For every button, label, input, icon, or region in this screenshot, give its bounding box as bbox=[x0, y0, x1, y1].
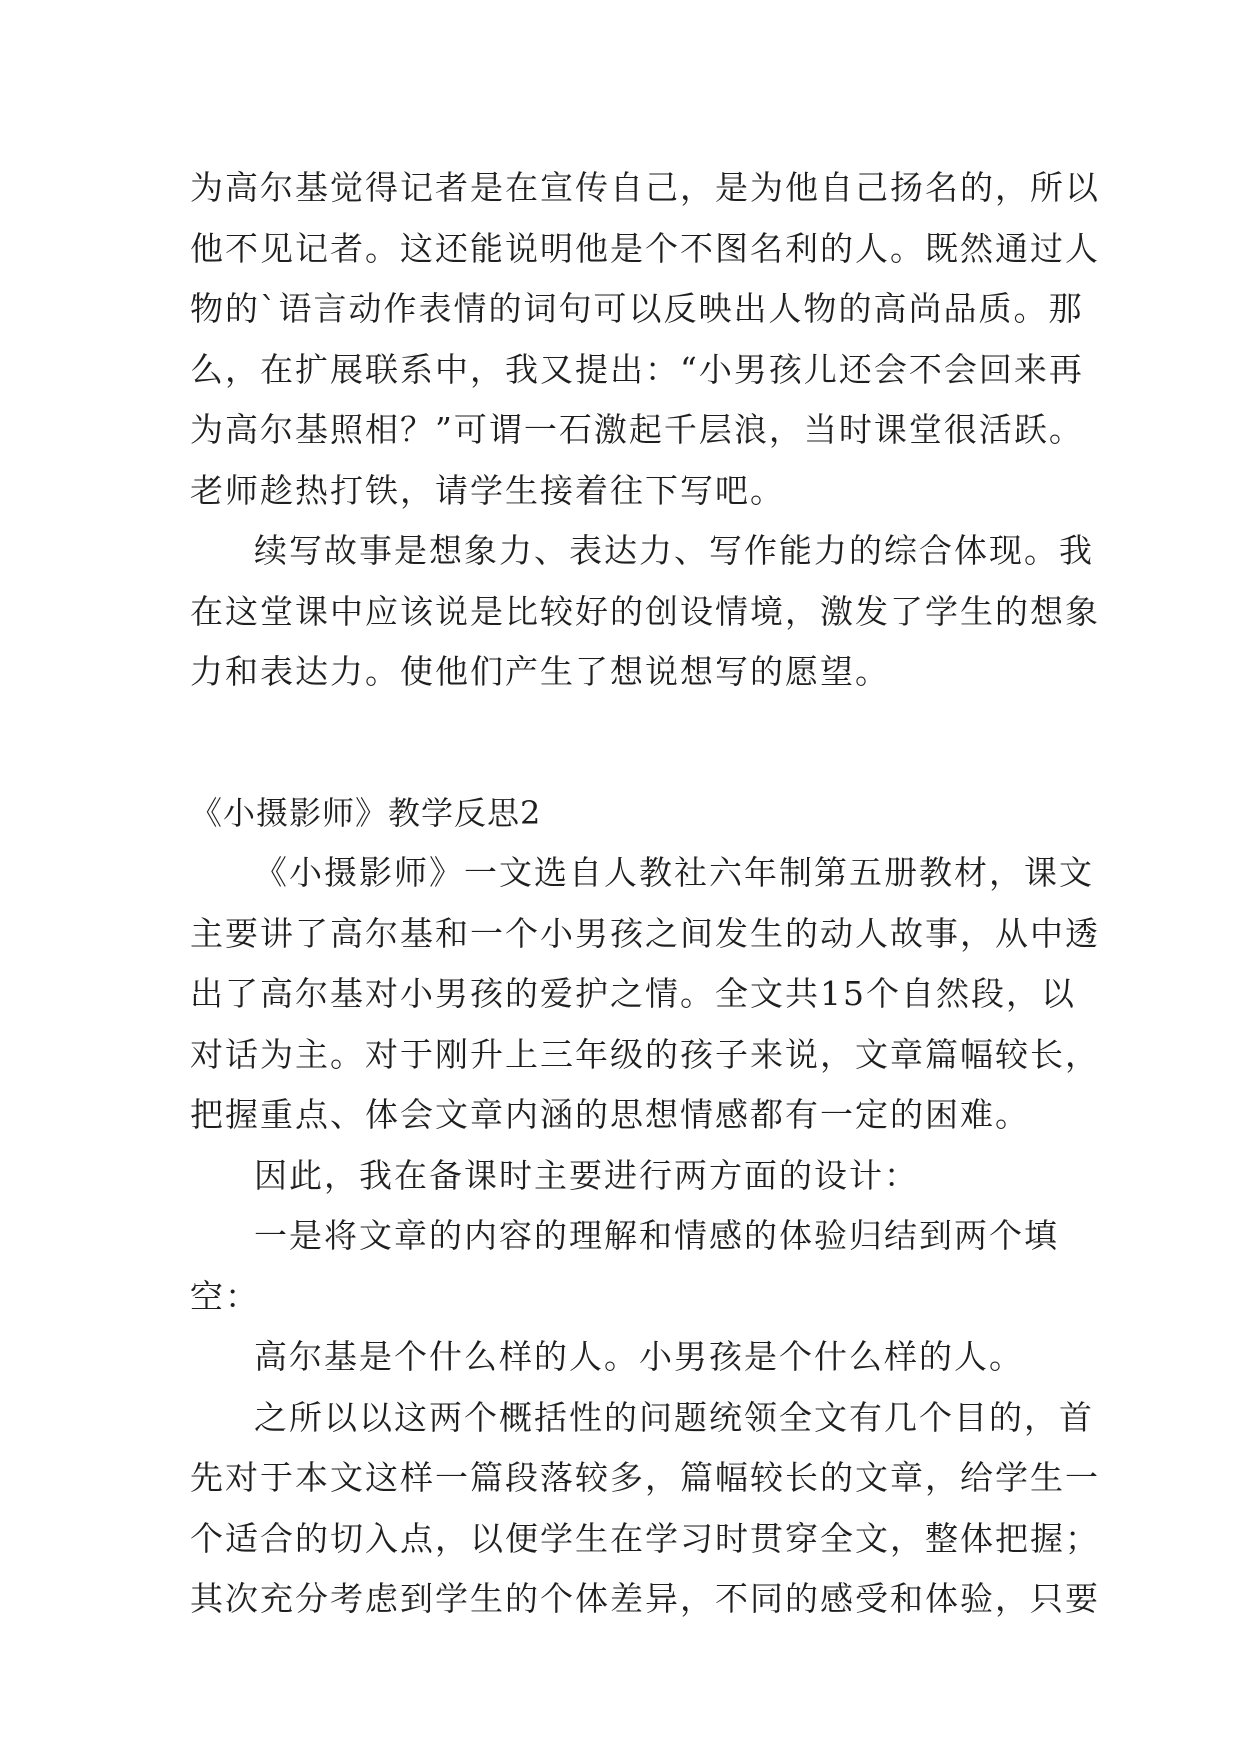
text-line: 对话为主。对于刚升上三年级的孩子来说，文章篇幅较长， bbox=[190, 1034, 1100, 1074]
text-line: 老师趁热打铁，请学生接着往下写吧。 bbox=[190, 470, 785, 510]
text-line: 续写故事是想象力、表达力、写作能力的综合体现。我 bbox=[254, 531, 1094, 570]
text-line: 主要讲了高尔基和一个小男孩之间发生的动人故事，从中透 bbox=[190, 913, 1100, 953]
text-line: 一是将文章的内容的理解和情感的体验归结到两个填 bbox=[254, 1216, 1059, 1255]
paragraph bbox=[190, 158, 1100, 521]
text-line: 为高尔基觉得记者是在宣传自己，是为他自己扬名的，所以 bbox=[190, 168, 1100, 207]
paragraph bbox=[190, 843, 1100, 1146]
text-line: 物的`语言动作表情的词句可以反映出人物的高尚品质。那 bbox=[190, 289, 1084, 328]
paragraph bbox=[190, 1206, 1070, 1327]
text-line: 把握重点、体会文章内涵的思想情感都有一定的困难。 bbox=[190, 1095, 1030, 1134]
text-line: 《小摄影师》一文选自人教社六年制第五册教材，课文 bbox=[254, 853, 1094, 892]
paragraph bbox=[190, 1388, 1100, 1630]
text-line: 其次充分考虑到学生的个体差异，不同的感受和体验，只要 bbox=[190, 1579, 1100, 1618]
text-line: 之所以以这两个概括性的问题统领全文有几个目的，首 bbox=[254, 1397, 1094, 1437]
text-line: 先对于本文这样一篇段落较多，篇幅较长的文章，给学生一 bbox=[190, 1458, 1100, 1497]
paragraph bbox=[190, 1327, 1070, 1388]
section-title: 《小摄影师》教学反思2 bbox=[190, 793, 542, 832]
text-line: 么，在扩展联系中，我又提出：“小男孩儿还会不会回来再 bbox=[190, 349, 1084, 389]
paragraph bbox=[190, 1146, 1070, 1207]
document-body bbox=[190, 158, 1100, 1630]
text-line: 空： bbox=[190, 1276, 260, 1316]
text-line: 高尔基是个什么样的人。小男孩是个什么样的人。 bbox=[254, 1337, 1024, 1376]
text-line: 他不见记者。这还能说明他是个不图名利的人。既然通过人 bbox=[190, 228, 1100, 268]
text-line: 在这堂课中应该说是比较好的创设情境，激发了学生的想象 bbox=[190, 591, 1100, 631]
paragraph bbox=[190, 521, 1100, 703]
text-line: 力和表达力。使他们产生了想说想写的愿望。 bbox=[190, 652, 890, 691]
text-line: 出了高尔基对小男孩的爱护之情。全文共15个自然段，以 bbox=[190, 974, 1076, 1013]
text-line: 为高尔基照相？”可谓一石激起千层浪，当时课堂很活跃。 bbox=[190, 410, 1084, 449]
section-gap bbox=[190, 703, 1070, 783]
text-line: 因此，我在备课时主要进行两方面的设计： bbox=[254, 1155, 919, 1195]
text-line: 个适合的切入点，以便学生在学习时贯穿全文，整体把握； bbox=[190, 1518, 1100, 1558]
